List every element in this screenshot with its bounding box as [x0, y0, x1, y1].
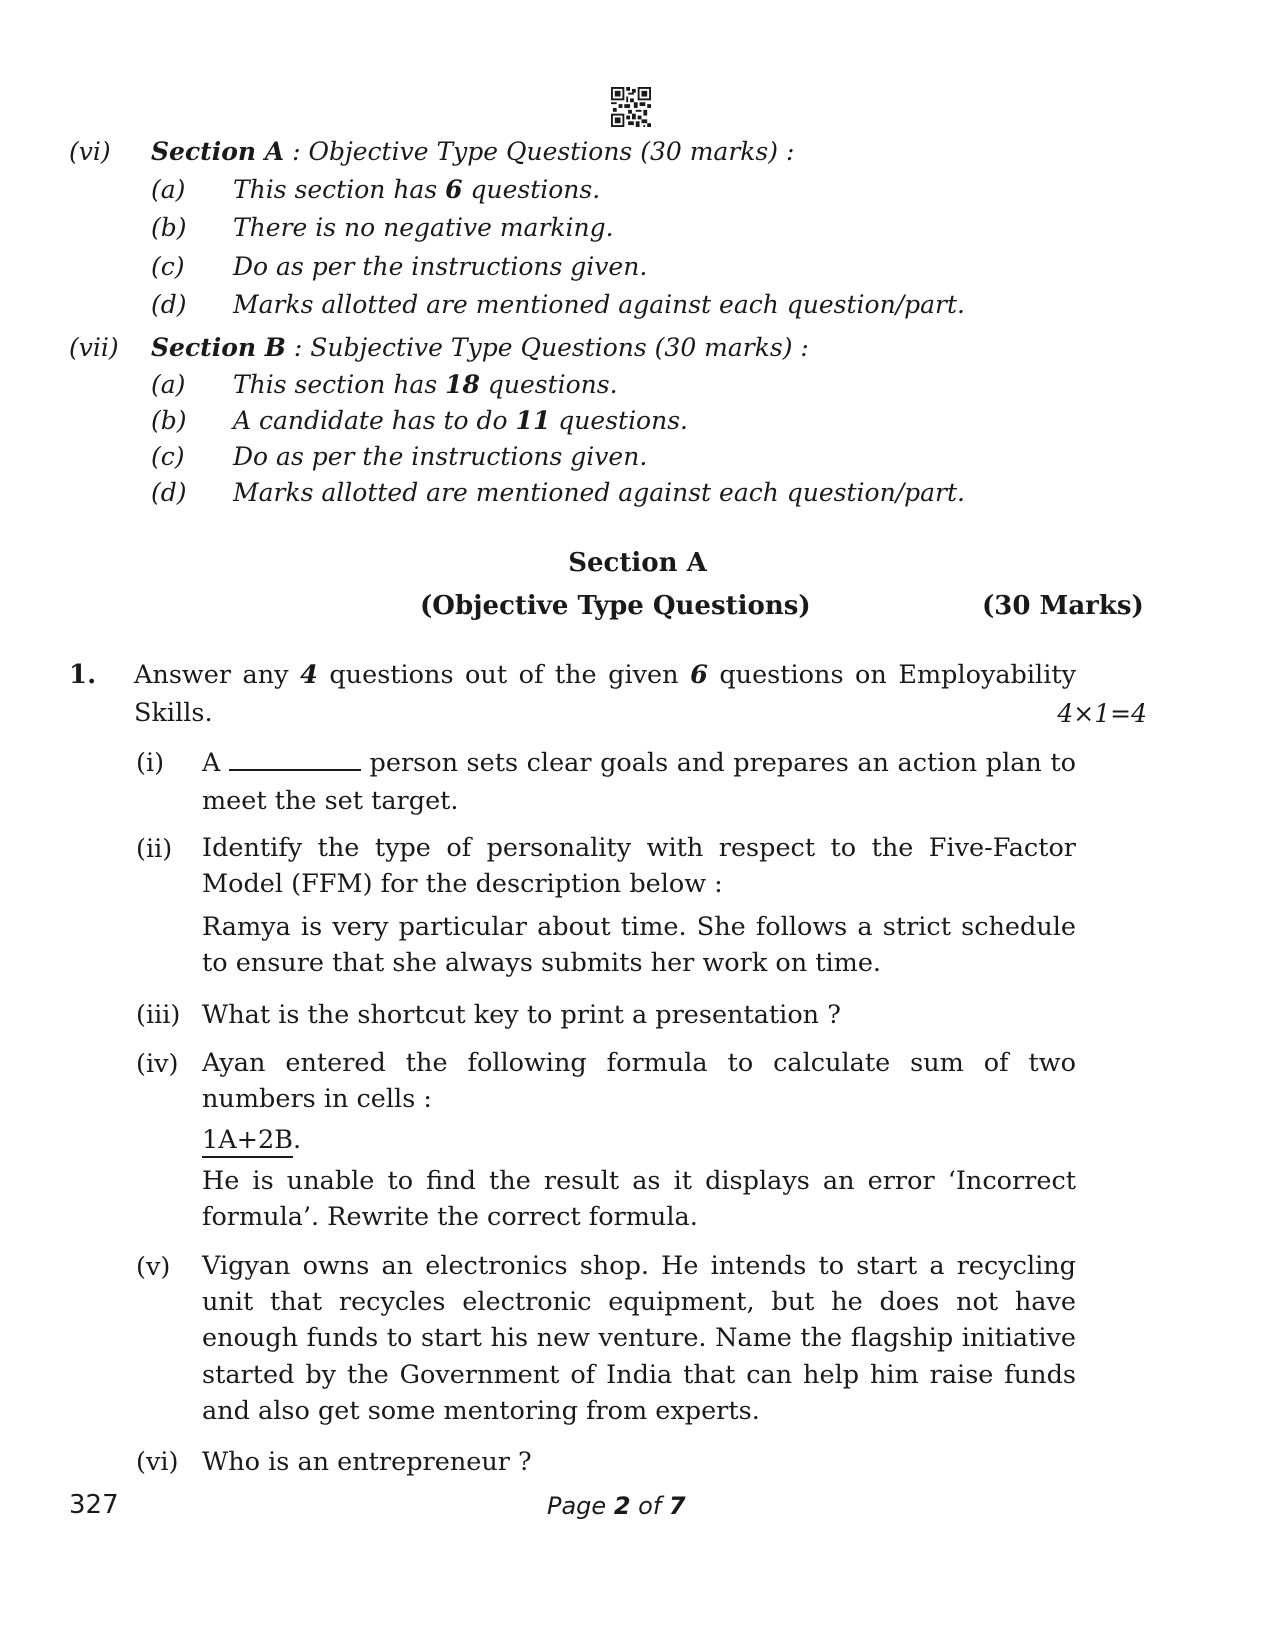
part-iii-text: What is the shortcut key to print a presentation ? — [202, 1000, 841, 1030]
section-subtitle: (Objective Type Questions) — [420, 591, 811, 621]
instruction-vi-b-label: (b) — [151, 213, 187, 242]
qr-code-icon — [611, 87, 651, 127]
question-1-intro — [134, 656, 1076, 732]
text-bold: 11 — [515, 406, 551, 435]
text-bold: 2 — [613, 1492, 631, 1520]
instruction-vii-a-label: (a) — [151, 370, 186, 399]
instruction-vii-d-text: Marks allotted are mentioned against each question/part. — [233, 478, 965, 507]
part-ii-label: (ii) — [136, 834, 173, 864]
text-part: Answer any — [134, 660, 301, 690]
text-part: person sets clear goals and prepares an action plan to meet the set target. — [202, 748, 1077, 816]
instruction-vii-desc: : Subjective Type Questions (30 marks) : — [285, 333, 809, 362]
part-i-text — [202, 744, 1076, 820]
section-marks: (30 Marks) — [982, 591, 1144, 621]
instruction-vii-a-text — [233, 367, 618, 403]
part-ii-description: Ramya is very particular about time. She follows a strict schedule to ensure that she always submits her work on time. — [202, 912, 1076, 978]
part-ii-text: Identify the type of personality with respect to the Five-Factor Model (FFM) for the description below : — [202, 833, 1076, 899]
instruction-vii-b-label: (b) — [151, 406, 187, 435]
instruction-vii-d-label: (d) — [151, 478, 187, 507]
instruction-vi-heading — [151, 134, 794, 170]
text-bold: 4 — [300, 660, 318, 690]
part-i-label: (i) — [136, 748, 165, 778]
text-bold: 6 — [690, 660, 708, 690]
text-part: A — [202, 748, 221, 778]
instruction-vii-heading — [151, 330, 809, 366]
instruction-vi-desc: : Objective Type Questions (30 marks) : — [284, 137, 795, 166]
instruction-vi-c-text: Do as per the instructions given. — [233, 252, 648, 281]
formula: 1A+2B — [202, 1124, 293, 1158]
text-part: questions. — [550, 406, 688, 435]
instruction-vi-number: (vi) — [69, 137, 111, 166]
section-title: Section A — [568, 548, 707, 578]
text-part: . — [292, 1125, 302, 1155]
instruction-vi-title: Section A — [151, 137, 285, 166]
part-iii-label: (iii) — [136, 1000, 181, 1030]
instruction-vi-c-label: (c) — [151, 252, 185, 281]
instruction-vi-b-text: There is no negative marking. — [233, 213, 614, 242]
instruction-vi-a-text — [233, 172, 600, 208]
text-part: of — [630, 1492, 669, 1520]
question-1-number: 1. — [69, 660, 97, 690]
fill-in-blank — [229, 747, 361, 771]
question-1-marks: 4×1=4 — [1057, 699, 1147, 728]
text-part: This section has — [233, 175, 446, 204]
text-bold: 6 — [445, 175, 463, 204]
part-iv-error-text: He is unable to find the result as it displays an error ‘Incorrect formula’. Rewrite the correct formula. — [202, 1166, 1076, 1232]
part-v-text: Vigyan owns an electronics shop. He intends to start a recycling unit that recycles electronic equipment, but he does not have enough funds to start his new venture. Name the flagship initiative started by the Government of India that can help him raise funds and also get some mentoring from experts. — [202, 1251, 1076, 1426]
text-part: questions on Employability Skills. — [134, 660, 1077, 728]
instruction-vi-d-text: Marks allotted are mentioned against each question/part. — [233, 290, 965, 319]
part-v-label: (v) — [136, 1252, 171, 1282]
text-part: A candidate has to do — [233, 406, 516, 435]
paper-code: 327 — [69, 1490, 119, 1520]
part-iv-label: (iv) — [136, 1049, 179, 1079]
page-number — [547, 1492, 686, 1520]
instruction-vii-b-text — [233, 403, 688, 439]
part-vi-label: (vi) — [136, 1447, 179, 1477]
instruction-vii-number: (vii) — [69, 333, 119, 362]
part-vi-text: Who is an entrepreneur ? — [202, 1447, 532, 1477]
instruction-vii-title: Section B — [151, 333, 286, 362]
text-part: questions out of the given — [317, 660, 691, 690]
text-part: Page — [547, 1492, 614, 1520]
instruction-vi-d-label: (d) — [151, 290, 187, 319]
instruction-vi-a-label: (a) — [151, 175, 186, 204]
instruction-vii-c-label: (c) — [151, 442, 185, 471]
instruction-vii-c-text: Do as per the instructions given. — [233, 442, 648, 471]
text-bold: 18 — [445, 370, 480, 399]
text-part: questions. — [479, 370, 618, 399]
text-part: questions. — [462, 175, 601, 204]
part-iv-formula-line — [202, 1124, 301, 1158]
part-iv-text: Ayan entered the following formula to calculate sum of two numbers in cells : — [202, 1048, 1076, 1114]
text-bold: 7 — [668, 1492, 686, 1520]
text-part: This section has — [233, 370, 446, 399]
